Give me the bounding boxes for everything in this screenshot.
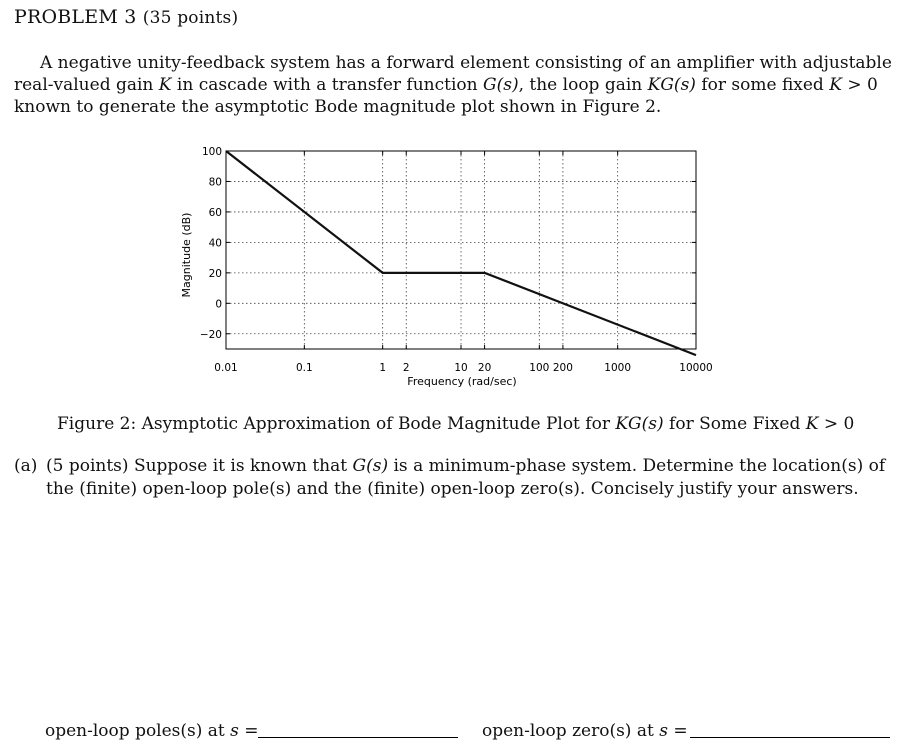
x-tick-label: 0.01 (214, 362, 238, 374)
x-tick-label: 10 (454, 362, 468, 374)
part-a-text: (5 points) Suppose it is known that G(s) is a minimum-phase system. Determine the location(s) of the (finite) open-loop pole(s) and the (finite) open-loop zero(s). Concisely justify your answers. (46, 456, 886, 499)
y-tick-label: 100 (201, 146, 222, 158)
problem-statement: A negative unity-feedback system has a forward element consisting of an amplifier with adjustable real-valued gain K in cascade with a transfer function G(s), the loop gain KG(s) for some fixed K > 0 known to generate the asymptotic Bode magnitude plot shown in Figure 2. (14, 53, 892, 117)
y-axis-label: Magnitude (dB) (180, 212, 193, 298)
y-tick-label: 80 (208, 176, 222, 189)
y-tick-label: 60 (208, 206, 222, 219)
y-tick-label: 40 (208, 237, 222, 250)
x-tick-label: 2 (402, 362, 410, 374)
x-tick-label: 1 (379, 362, 387, 374)
x-tick-label: 20 (477, 362, 492, 374)
problem-points: (35 points) (142, 8, 239, 28)
zeros-answer-blank[interactable] (690, 737, 890, 738)
figure-caption: Figure 2: Asymptotic Approximation of Bode Magnitude Plot for KG(s) for Some Fixed K > 0 (57, 414, 855, 434)
poles-answer-label: open-loop poles(s) at s = (45, 721, 259, 741)
zeros-answer-label: open-loop zero(s) at s = (482, 721, 688, 741)
x-tick-label: 1000 (604, 362, 632, 374)
y-tick-label: 0 (215, 298, 222, 311)
poles-answer-blank[interactable] (258, 737, 458, 738)
problem-label: PROBLEM 3 (14, 6, 137, 28)
x-tick-label: 10000 (679, 362, 713, 374)
x-tick-label: 200 (552, 362, 573, 374)
part-a-label: (a) (14, 456, 38, 476)
y-tick-label: 20 (208, 267, 222, 280)
grid-lines (226, 151, 696, 349)
x-tick-label: 100 (529, 362, 550, 374)
axis-ticks (200, 146, 713, 374)
x-axis-label: Frequency (rad/sec) (407, 375, 517, 388)
y-tick-label: −20 (199, 328, 222, 341)
x-tick-label: 0.1 (295, 362, 313, 374)
